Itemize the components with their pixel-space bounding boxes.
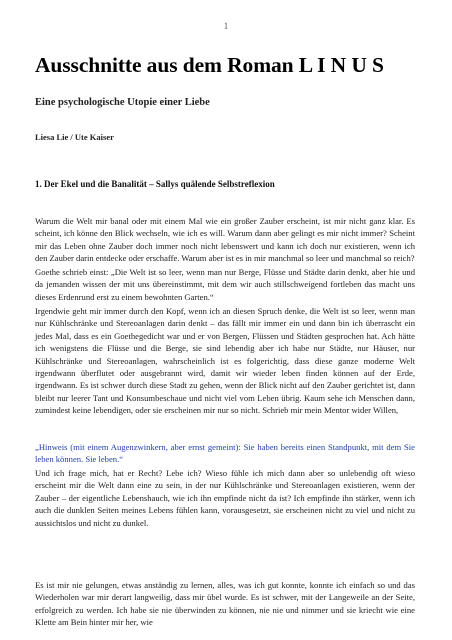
paragraph: Es ist mir nie gelungen, etwas anständig zu lernen, alles, was ich gut konnte, konnte ich einfach so und das Wiederholen war mir derart langweilig, dass mir übel wurde. Es ist schwer, mit der Langeweile an der Seite, erfolgreich zu werden. Ich habe sie nie überwinden zu können, nie nie und nimmer und sie kriecht wie eine Klette am Bein hinter mir her, wie: [35, 580, 415, 628]
paragraph: Irgendwie geht mir immer durch den Kopf, wenn ich an diesen Spruch denke, die Welt ist so leer, wenn man nur Kühlschränke und Stereoanlagen darin denkt – das fällt mir immer ein und dann bin ich überrascht ein jedes Mal, dass es ein Goethegedicht war und er von Bergen, Flüssen und Städten gesprochen hat. Ach hätte ich wenigstens die Flüsse und die Berge, sie sind lebendig aber ich habe nur Städte, nur Häuser, nur Kühlschränke und Stereoanlagen, wahrscheinlich ist es folgerichtig, dass diese ganze moderne Welt irgendwann überflutet oder ausgebrannt wird, damit wir wieder leben finden können auf der Erde, irgendwann. Es ist schwer durch diese Stadt zu gehen, wenn der Blick nicht auf den Zauber gerichtet ist, dann bleibt nur leerer Tant und Konsumbeschaue und nicht viel vom Leben übrig. Kaum sehe ich Menschen dann, zumindest keine lebendigen, oder sie erscheinen mir nur so nicht. Schrieb mir mein Mentor wider Willen,: [35, 306, 415, 416]
paragraph: Warum die Welt mir banal oder mit einem Mal wie ein großer Zauber erscheint, ist mir nicht ganz klar. Es scheint, ich könne den Blick wechseln, wie ich es will. Warum dann aber gelingt es mir nicht immer? Scheint mir das Leben ohne Zauber doch immer noch nicht lebenswert und kann ich doch nur existieren, wenn ich den Zauber darin entdecke oder erschaffe. Warum aber ist es in mir manchmal so leer und manchmal so reich?: [35, 216, 415, 264]
mentor-quote: „Hinweis (mit einem Augenzwinkern, aber ernst gemeint): Sie haben bereits einen Standpunkt, mit dem Sie leben können. Sie leben.“: [35, 442, 415, 465]
document-subtitle: Eine psychologische Utopie einer Liebe: [35, 97, 210, 108]
document-title: Ausschnitte aus dem Roman L I N U S: [35, 53, 384, 77]
paragraph-goethe-quote: Goethe schrieb einst: „Die Welt ist so leer, wenn man nur Berge, Flüsse und Städte darin denkt, aber hie und da jemanden wissen der mit uns übereinstimmt, mit dem wir auch stillschweigend fortleben das macht uns dieses Erdenrund erst zu einem bewohnten Garten.“: [35, 267, 415, 302]
page-number: 1: [223, 21, 229, 31]
author-line: Liesa Lie / Ute Kaiser: [35, 132, 114, 142]
section-heading: 1. Der Ekel und die Banalität – Sallys quälende Selbstreflexion: [35, 179, 275, 189]
paragraph: Und ich frage mich, hat er Recht? Lebe ich? Wieso fühle ich mich dann aber so unlebendig oft wieso erscheint mir die Welt dann eine zu sein, in der nur Kühlschränke und Stereoanlagen existieren, wenn der Zauber – der eigentliche Lebenshauch, wie ich ihn empfinde nicht da ist? Ich empfinde ihn stärker, wenn ich auch die dunklen Seiten meines Lebens fühlen kann, vorausgesetzt, sie erscheinen nicht zu viel und nicht zu aussichtslos und nicht zu dunkel.: [35, 468, 415, 528]
